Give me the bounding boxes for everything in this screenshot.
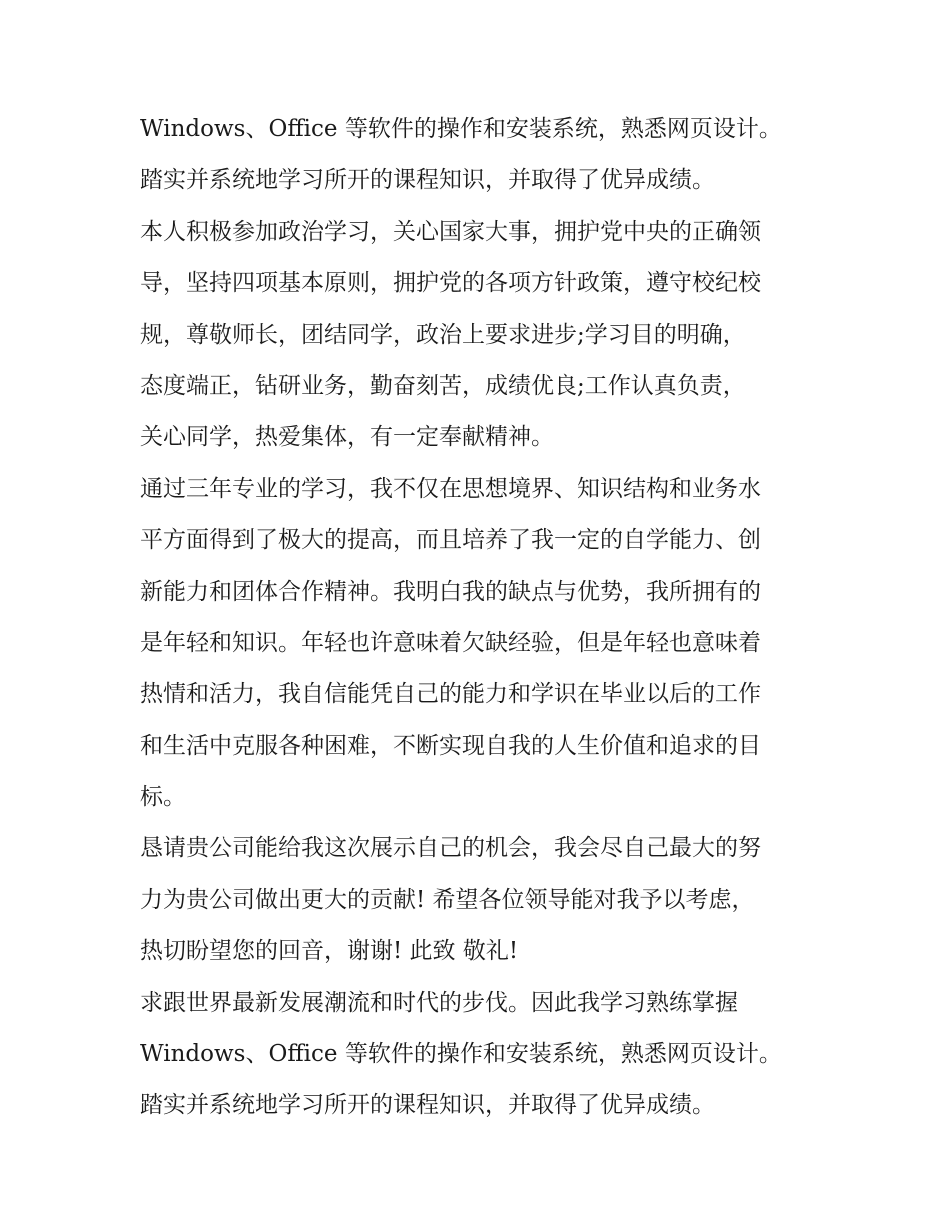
text-line: 态度端正，钻研业务，勤奋刻苦，成绩优良;工作认真负责，	[140, 372, 746, 399]
text-line: 恳请贵公司能给我这次展示自己的机会，我会尽自己最大的努	[140, 835, 761, 862]
document-body	[140, 104, 830, 1132]
text-line: 导，坚持四项基本原则，拥护党的各项方针政策，遵守校纪校	[140, 270, 761, 297]
text-line: 是年轻和知识。年轻也许意味着欠缺经验，但是年轻也意味着	[140, 629, 761, 656]
text-line: 通过三年专业的学习，我不仅在思想境界、知识结构和业务水	[140, 475, 761, 502]
text-line: 和生活中克服各种困难，不断实现自我的人生价值和追求的目	[140, 732, 761, 759]
text-line: Windows、Office 等软件的操作和安装系统，熟悉网页设计。	[140, 116, 782, 142]
text-line: 力为贵公司做出更大的贡献! 希望各位领导能对我予以考虑，	[140, 886, 755, 913]
text-line: 踏实并系统地学习所开的课程知识，并取得了优异成绩。	[140, 167, 715, 194]
text-line: 规，尊敬师长，团结同学，政治上要求进步;学习目的明确，	[140, 321, 746, 348]
text-line: 热情和活力，我自信能凭自己的能力和学识在毕业以后的工作	[140, 681, 761, 708]
text-line: 求跟世界最新发展潮流和时代的步伐。因此我学习熟练掌握	[140, 989, 738, 1016]
text-line: 标。	[140, 784, 186, 811]
text-line: 踏实并系统地学习所开的课程知识，并取得了优异成绩。	[140, 1092, 715, 1119]
text-line: 关心同学，热爱集体，有一定奉献精神。	[140, 424, 554, 451]
text-line: 新能力和团体合作精神。我明白我的缺点与优势，我所拥有的	[140, 578, 761, 605]
text-line: 平方面得到了极大的提高，而且培养了我一定的自学能力、创	[140, 527, 761, 554]
text-line: 热切盼望您的回音，谢谢! 此致 敬礼!	[140, 938, 519, 965]
text-line: 本人积极参加政治学习，关心国家大事，拥护党中央的正确领	[140, 218, 761, 245]
text-line: Windows、Office 等软件的操作和安装系统，熟悉网页设计。	[140, 1041, 782, 1068]
